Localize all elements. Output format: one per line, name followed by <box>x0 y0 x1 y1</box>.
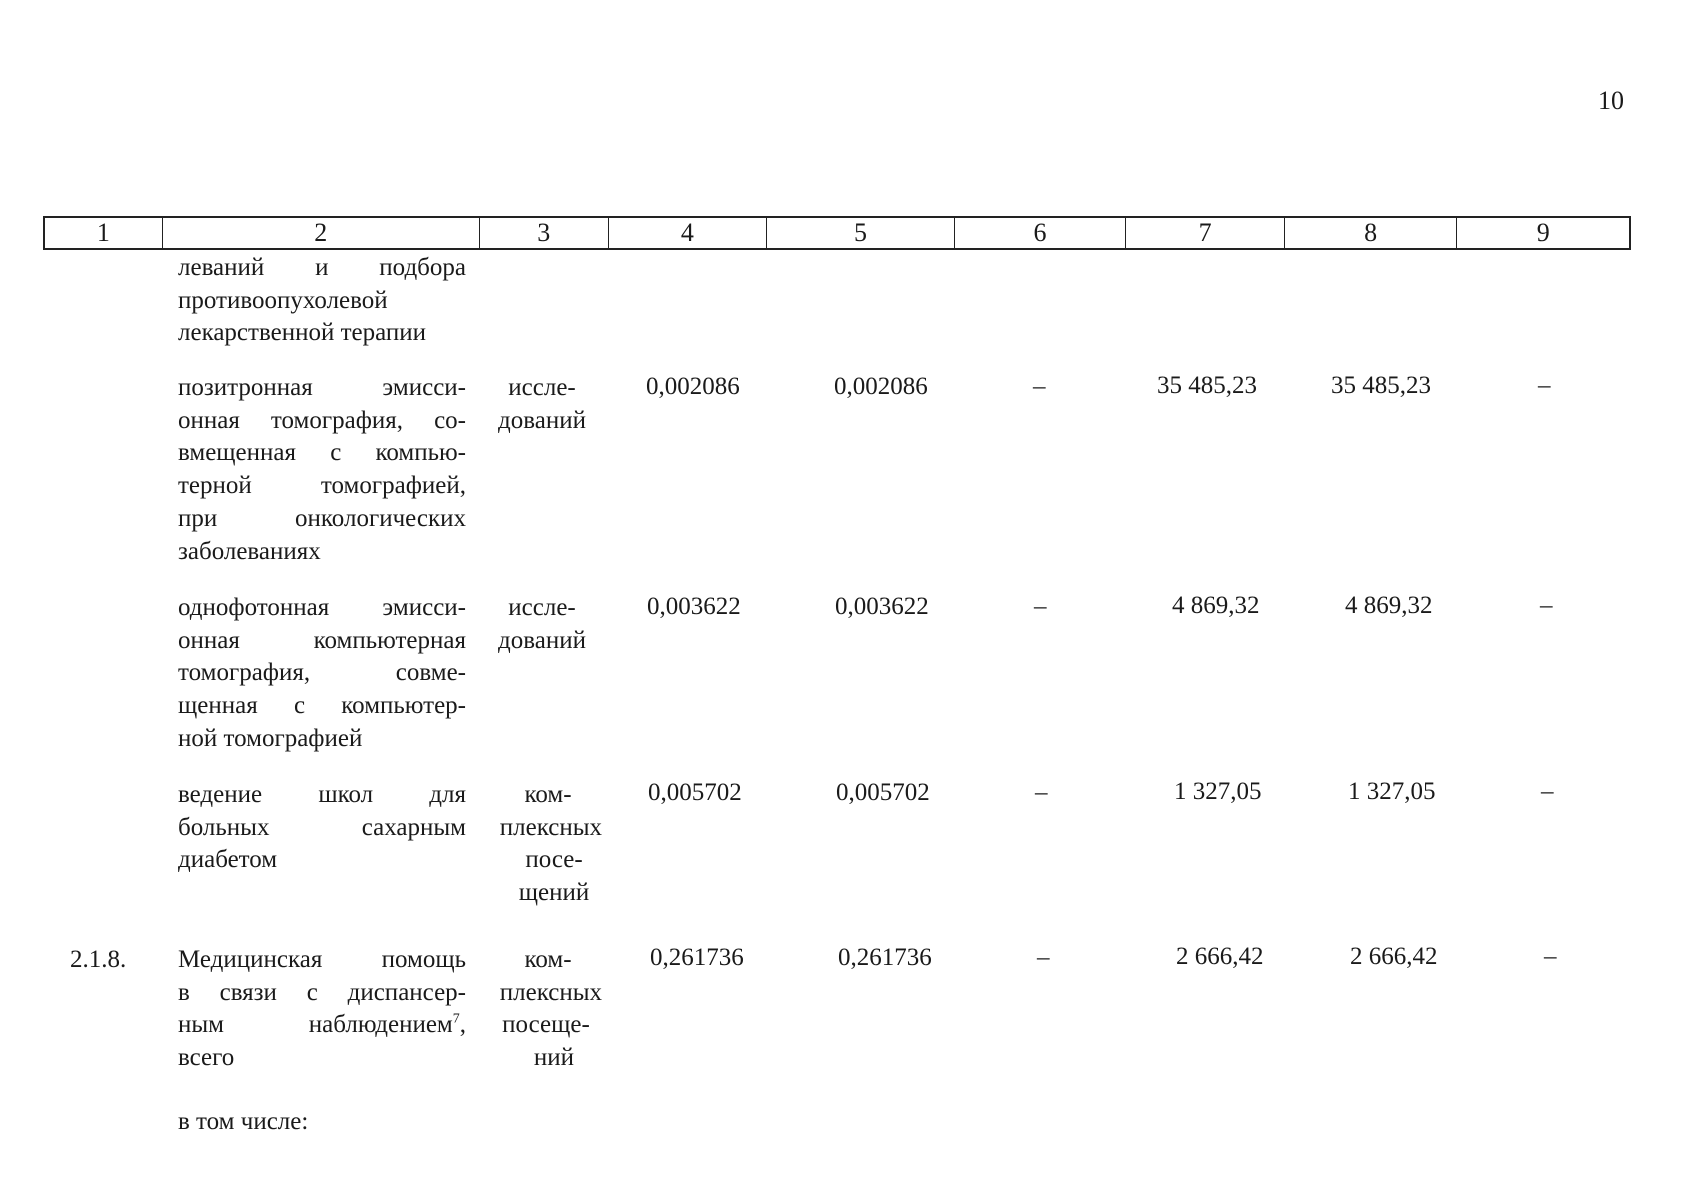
header-cell: 5 <box>767 218 955 248</box>
table-row-unit: ком- плексных посеще- ний <box>499 946 602 1072</box>
cell-col4: 0,002086 <box>646 373 740 400</box>
table-row-name: ведение школ для больных сахарным диабетом <box>178 781 466 874</box>
cell-col7: 2 666,42 <box>1176 943 1264 970</box>
table-row-name: однофотонная эмисси- онная компьютерная томография, совме- щенная с компьютер- ной томографией <box>178 594 466 752</box>
table-row-unit: иссле- дований <box>498 594 586 654</box>
cell-col7: 35 485,23 <box>1157 372 1257 399</box>
header-cell: 2 <box>163 218 480 248</box>
table-row-unit: ком- плексных посе- щений <box>499 781 602 907</box>
cell-col4: 0,003622 <box>647 593 741 620</box>
cell-col9: – <box>1544 943 1557 970</box>
cell-col5: 0,002086 <box>834 373 928 400</box>
cell-col8: 1 327,05 <box>1348 778 1436 805</box>
cell-col6: – <box>1035 779 1048 806</box>
footnote-marker: 7 <box>452 1012 460 1028</box>
header-cell: 9 <box>1536 218 1550 247</box>
cell-col6: – <box>1034 593 1047 620</box>
cell-col7: 4 869,32 <box>1172 592 1260 619</box>
cell-col8: 4 869,32 <box>1345 592 1433 619</box>
cell-col6: – <box>1033 373 1046 400</box>
cell-col8: 35 485,23 <box>1331 372 1431 399</box>
header-cell: 4 <box>609 218 768 248</box>
table-header-row <box>43 216 1631 250</box>
header-cell: 1 <box>45 218 163 248</box>
cell-col6: – <box>1037 944 1050 971</box>
cell-col4: 0,005702 <box>648 779 742 806</box>
cell-col8: 2 666,42 <box>1350 943 1438 970</box>
cell-col7: 1 327,05 <box>1174 778 1262 805</box>
cell-col5: 0,005702 <box>836 779 930 806</box>
cell-col9: – <box>1538 372 1551 399</box>
cell-col5: 0,261736 <box>838 944 932 971</box>
cell-col9: – <box>1540 592 1553 619</box>
table-row-name: Медицинская помощь в связи с диспансер- ным наблюдением$^7$, всего <box>178 946 466 1072</box>
header-cell: 8 <box>1285 218 1458 248</box>
header-cell: 7 <box>1126 218 1285 248</box>
cell-col9: – <box>1541 778 1554 805</box>
continued-cell-text: леваний и подбора противоопухолевой лекарственной терапии <box>178 254 466 347</box>
row-number: 2.1.8. <box>70 946 127 973</box>
header-cell: 3 <box>480 218 609 248</box>
table-row-name: позитронная эмисси- онная томография, со- вмещенная с компью- терной томографией, при онкологических заболеваниях <box>178 374 466 565</box>
cell-col5: 0,003622 <box>835 593 929 620</box>
cell-col4: 0,261736 <box>650 944 744 971</box>
table-row-unit: иссле- дований <box>498 374 586 434</box>
subsection-label: в том числе: <box>178 1108 309 1135</box>
page-number: 10 <box>1598 86 1624 115</box>
header-cell: 6 <box>955 218 1127 248</box>
